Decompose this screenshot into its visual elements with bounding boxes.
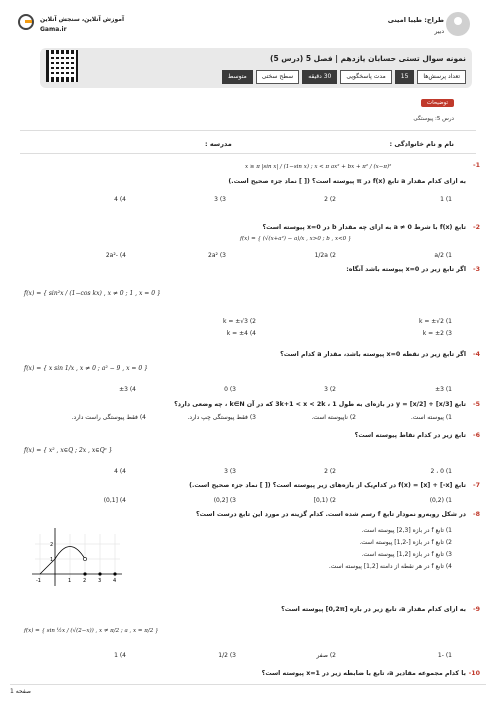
option-3[interactable]: 3) فقط پیوستگی چپ دارد.: [187, 414, 256, 421]
exam-info-pills: [219, 70, 466, 84]
option-4[interactable]: 4) 4: [114, 468, 126, 475]
question-number: 10-: [468, 670, 480, 677]
option-3[interactable]: 3) 2a²: [208, 252, 226, 259]
y-tick-label: 2: [50, 542, 54, 548]
school-field-label: مدرسه :: [205, 140, 232, 148]
option-1[interactable]: 1) -1: [437, 652, 452, 659]
option-2[interactable]: 2) 3: [324, 386, 336, 393]
pill-time-label: مدت پاسخگویی: [340, 70, 391, 84]
pill-time-value: 30 دقیقه: [302, 70, 337, 84]
option-1[interactable]: 1) 1: [440, 196, 452, 203]
question-number: 2-: [472, 224, 480, 231]
open-point: [83, 557, 86, 560]
question-text: اگر تابع زیر در x=0 پیوسته باشد آنگاه:: [346, 266, 466, 273]
option-2[interactable]: 2) ناپیوسته است.: [311, 414, 356, 421]
name-field-label: نام و نام خانوادگی :: [389, 140, 454, 148]
divider: [20, 130, 476, 131]
option-3[interactable]: 3) 1/2: [218, 652, 236, 659]
divider: [20, 153, 476, 154]
option-4[interactable]: 4) 1: [114, 652, 126, 659]
question-number: 6-: [472, 432, 480, 439]
option-3[interactable]: 3) تابع f در بازه [1,2] پیوسته است.: [361, 551, 452, 558]
pill-count-label: تعداد پرسش‌ها: [417, 70, 466, 84]
question-text: تابع f(x) با شرط a ≠ 0 به ازای چه مقدار b در x=0 پیوسته است؟: [262, 224, 466, 231]
question-text: به ازای کدام مقدار a تابع f(x) در π پیوسته است؟ ([ ] نماد جزء صحیح است.): [228, 178, 466, 185]
option-4[interactable]: 4) تابع f در هر نقطه از دامنه [1,2] پیوسته است.: [328, 563, 452, 570]
question-text: با کدام مجموعه مقادیر a، تابع با ضابطه زیر در x=1 پیوسته است؟: [261, 670, 466, 677]
pill-level-value: متوسط: [222, 70, 253, 84]
question-text: در شکل روبه‌رو نمودار تابع f رسم شده است. کدام گزینه در مورد این تابع درست است؟: [195, 511, 466, 518]
option-3[interactable]: 3) 3: [214, 196, 226, 203]
option-1[interactable]: 1) a/2: [434, 252, 452, 259]
option-3[interactable]: 3) 3: [224, 468, 236, 475]
option-3[interactable]: 3) 0: [224, 386, 236, 393]
option-2[interactable]: 2) صفر: [316, 652, 336, 659]
question-formula: f(x) = { sin ½x / (√(2−x)) , x ≠ π/2 ; a , x = π/2 }: [24, 628, 159, 634]
question-number: 5-: [472, 401, 480, 408]
x-tick-label: 1: [68, 578, 72, 584]
option-1[interactable]: 1) پیوسته است.: [410, 414, 452, 421]
option-2[interactable]: 2) تابع f در بازه [-1,2] پیوسته است.: [359, 539, 452, 546]
exam-title: نمونه سوال تستی حسابان یازدهم | فصل 5 (درس 5): [270, 54, 466, 63]
question-number: 4-: [472, 351, 480, 358]
site-tagline: آموزش آنلاین، سنجش آنلاین: [40, 16, 125, 23]
section-label: درس 5: پیوستگی: [413, 116, 454, 122]
x-tick-label: -1: [36, 578, 41, 584]
designer-name: طراح: طیبا امینی: [387, 16, 444, 24]
question-number: 1-: [472, 162, 480, 169]
option-2[interactable]: 2) 2: [324, 196, 336, 203]
option-2[interactable]: 2) (0,1]: [313, 497, 336, 504]
graph-grid: [35, 534, 120, 582]
option-4[interactable]: 4) -2a²: [105, 252, 126, 259]
option-1[interactable]: 1) ±3: [435, 386, 452, 393]
closed-point: [113, 572, 116, 575]
option-2[interactable]: 2) k = ±√3: [222, 318, 256, 325]
function-graph: [30, 524, 125, 594]
option-1[interactable]: 1) 0 ، 2: [430, 468, 452, 475]
option-4[interactable]: 4) فقط پیوستگی راست دارد.: [71, 414, 146, 421]
option-2[interactable]: 2) 2: [324, 468, 336, 475]
question-text: تابع زیر در کدام نقاط پیوسته است؟: [354, 432, 466, 439]
option-4[interactable]: 4) 4: [114, 196, 126, 203]
pill-level-label: سطح سختی: [256, 70, 299, 84]
description-tag: توضیحات: [421, 99, 454, 107]
option-2[interactable]: 2) 1/2a: [314, 252, 336, 259]
x-tick-label: 3: [98, 578, 102, 584]
option-4[interactable]: 4) k = ±4: [226, 330, 256, 337]
question-formula: f(x) = { x² , x∈Q ; 2x , x∈Qᶜ }: [24, 447, 113, 454]
option-4[interactable]: 4) ±3: [119, 386, 136, 393]
x-tick-label: 2: [83, 578, 87, 584]
question-number: 3-: [472, 266, 480, 273]
question-formula: f(x) = { x sin 1/x , x ≠ 0 ; a² − 9 , x = 0 }: [24, 365, 148, 372]
page-number: صفحه 1: [10, 688, 31, 695]
pill-count-value: 15: [395, 70, 415, 84]
y-tick-label: 1: [50, 557, 54, 563]
question-formula: f(x) = { sin²x / (1−cos kx) , x ≠ 0 ; 1 , x = 0 }: [24, 290, 161, 297]
question-text: به ازای کدام مقدار a، تابع زیر در بازه [0,2π] پیوسته است؟: [281, 606, 466, 613]
question-text: تابع y = [x/2] + [x/3] در بازه‌ای به طول 1 ، 3k+1 < x < 2k که در آن k∈N ، چه وضعی دارد؟: [174, 401, 466, 408]
closed-point: [83, 572, 86, 575]
question-number: 8-: [472, 511, 480, 518]
designer-role: دبیر: [434, 28, 444, 35]
question-number: 9-: [472, 606, 480, 613]
gama-logo-icon: [18, 14, 34, 30]
site-domain[interactable]: Gama.ir: [40, 26, 67, 33]
option-3[interactable]: 3) k = ±2: [422, 330, 452, 337]
option-1[interactable]: 1) k = ±√2: [418, 318, 452, 325]
question-text: اگر تابع زیر در نقطه x=0 پیوسته باشد، مقدار a کدام است؟: [280, 351, 466, 358]
option-3[interactable]: 3) [0,2): [213, 497, 236, 504]
divider: [10, 684, 486, 685]
question-formula: x ≥ π |sin x| / (1−sin x) ; x < π ax² + bx + π² / (x−π)²: [245, 164, 392, 170]
x-tick-label: 4: [113, 578, 117, 584]
option-4[interactable]: 4) [0,1): [103, 497, 126, 504]
option-1[interactable]: 1) (0,2): [429, 497, 452, 504]
qr-code-icon: [46, 50, 78, 82]
avatar: [446, 12, 470, 36]
closed-point: [98, 572, 101, 575]
option-1[interactable]: 1) تابع f در بازه [2,3] پیوسته است.: [361, 527, 452, 534]
question-number: 7-: [472, 482, 480, 489]
question-text: تابع f(x) = [x] + [-x] در کدام‌یک از بازه‌های زیر پیوسته است؟ ([ ] نماد جزء صحیح است.): [189, 482, 466, 489]
question-formula: f(x) = { (√(x+a²) − a)/x , x>0 ; b , x<0 }: [240, 236, 352, 242]
